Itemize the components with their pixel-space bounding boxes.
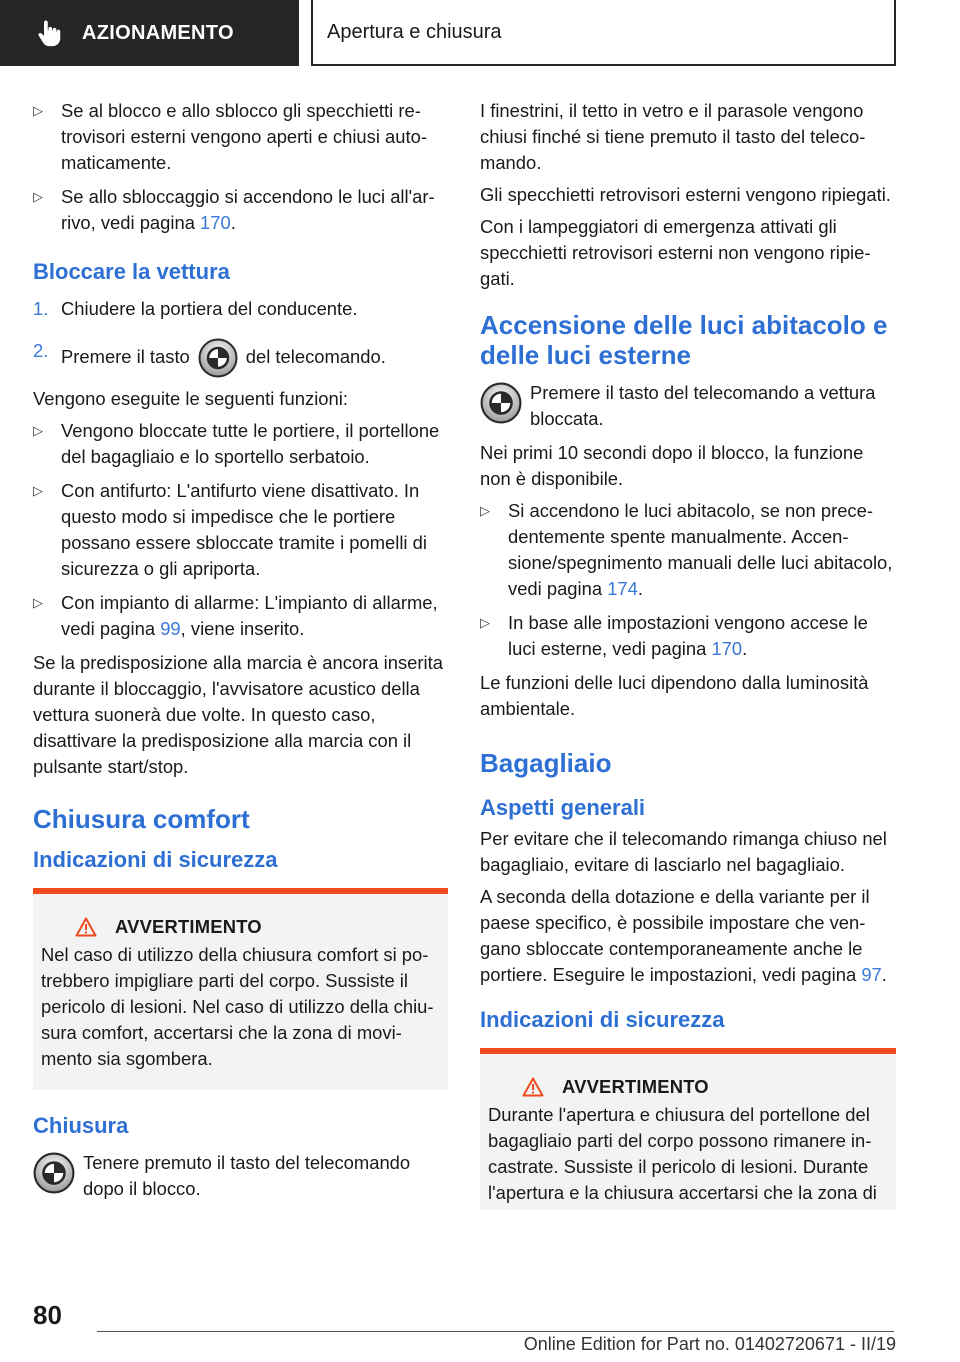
section-heading: Accensione delle luci abitacolo e delle luci esterne <box>480 310 888 370</box>
section-heading: Bagagliaio <box>480 748 612 778</box>
section-tab <box>0 0 299 66</box>
step-list <box>33 296 448 378</box>
subsection-heading: Indicazioni di sicurezza <box>480 1007 725 1032</box>
list-item: ▷ Con antifurto: L'antifurto viene disattivato. In questo modo si impedisce che le portiere possano essere sbloccate tramite i pomelli di sicurezza o gli apriporta. <box>33 480 427 579</box>
remote-key-button-icon <box>198 338 238 378</box>
subsection-heading: Aspetti generali <box>480 795 646 820</box>
bullet-list <box>33 418 448 642</box>
list-item: ▷ Se al blocco e allo sblocco gli specchietti retrovisori esterni vengono aperti e chiusi automaticamente. <box>33 100 427 173</box>
warning-triangle-icon <box>522 1077 544 1097</box>
section-heading: Bloccare la vettura <box>33 259 230 284</box>
bullet-list <box>33 98 448 236</box>
chapter-tab <box>311 0 896 66</box>
warning-text: Nel caso di utilizzo della chiusura comfort si potrebbero impigliare parti del corpo. Sussiste il pericolo di lesioni. Nel caso di utilizzo della chiusura comfort, accertarsi che la zona di movimento sia sgombera. <box>41 944 434 1069</box>
body-text: Tenere premuto il tasto del telecomando dopo il blocco. <box>83 1152 411 1199</box>
section-heading: Chiusura comfort <box>33 804 250 834</box>
body-text: Gli specchietti retrovisori esterni vengono ripiegati. <box>480 184 891 205</box>
body-text: Con i lampeggiatori di emergenza attivati gli specchietti retrovisori esterni non vengono ripiegati. <box>480 216 871 289</box>
warning-text: Durante l'apertura e chiusura del portellone del bagagliaio parti del corpo possono rimanere incastrate. Sussiste il pericolo di lesioni. Durante l'apertura e la chiusura accertarsi che la zona di <box>488 1104 877 1203</box>
list-item: 1. Chiudere la portiera del conducente. <box>33 296 448 322</box>
triangle-bullet-icon: ▷ <box>480 503 490 518</box>
list-item: ▷ In base alle impostazioni vengono accese le luci esterne, vedi pagina 170. <box>480 612 868 659</box>
subsection-heading: Chiusura <box>33 1113 129 1138</box>
key-instruction <box>480 380 896 432</box>
triangle-bullet-icon: ▷ <box>480 615 490 630</box>
key-instruction <box>33 1150 448 1202</box>
left-column <box>33 98 448 1210</box>
section-title: AZIONAMENTO <box>82 21 234 44</box>
body-text: Se la predisposizione alla marcia è ancora inserita durante il bloccaggio, l'avvisatore acustico della vettura suonerà due volte. In questo caso, disattivare la predisposizione alla marcia con il pulsante start/stop. <box>33 652 443 777</box>
remote-key-button-icon <box>480 382 522 424</box>
list-item: ▷ Con impianto di allarme: L'impianto di allarme, vedi pagina 99, viene inserito. <box>33 592 438 639</box>
warning-title-row <box>75 916 440 938</box>
list-item: 2. Premere il tasto del telecomando. <box>33 338 448 378</box>
list-item: ▷ Se allo sbloccaggio si accendono le luci all'arrivo, vedi pagina 170. <box>33 186 435 233</box>
triangle-bullet-icon: ▷ <box>33 103 43 118</box>
step-number: 2. <box>33 340 49 361</box>
right-column <box>480 98 896 1232</box>
warning-triangle-icon <box>75 917 97 937</box>
page-link[interactable]: 170 <box>200 212 231 233</box>
body-text: A seconda della dotazione e della variante per il paese specifico, è possibile impostare che vengano sbloccate contemporaneamente anche le portiere. Eseguire le impostazioni, vedi pagina 97. <box>480 886 887 985</box>
body-text: I finestrini, il tetto in vetro e il parasole vengono chiusi finché si tiene premuto il tasto del telecomando. <box>480 100 866 173</box>
body-text: Le funzioni delle luci dipendono dalla luminosità ambientale. <box>480 672 869 719</box>
warning-title-row <box>522 1076 888 1098</box>
triangle-bullet-icon: ▷ <box>33 483 43 498</box>
warning-title: AVVERTIMENTO <box>562 1076 709 1097</box>
page-number: 80 <box>33 1300 62 1330</box>
subsection-heading: Indicazioni di sicurezza <box>33 847 278 872</box>
body-text: Nei primi 10 secondi dopo il blocco, la funzione non è disponibile. <box>480 442 864 489</box>
bullet-list <box>480 498 896 662</box>
chapter-title: Apertura e chiusura <box>327 20 502 43</box>
remote-key-button-icon <box>33 1152 75 1194</box>
footer-edition: Online Edition for Part no. 01402720671 - II/19 <box>523 1334 896 1354</box>
warning-box <box>480 1048 896 1210</box>
body-text: Vengono eseguite le seguenti funzioni: <box>33 388 348 409</box>
list-item: ▷ Si accendono le luci abitacolo, se non precedentemente spente manualmente. Accensione/spegnimento manuali delle luci abitacolo, vedi pagina 174. <box>480 500 893 599</box>
warning-box <box>33 888 448 1090</box>
triangle-bullet-icon: ▷ <box>33 595 43 610</box>
warning-title: AVVERTIMENTO <box>115 916 262 937</box>
page-link[interactable]: 99 <box>160 618 181 639</box>
hand-pointer-icon <box>34 18 64 48</box>
triangle-bullet-icon: ▷ <box>33 189 43 204</box>
page-link[interactable]: 174 <box>607 578 638 599</box>
body-text: Per evitare che il telecomando rimanga chiuso nel bagagliaio, evitare di lasciarlo nel bagagliaio. <box>480 828 887 875</box>
page-link[interactable]: 170 <box>711 638 743 659</box>
body-text: Premere il tasto del telecomando a vettura bloccata. <box>530 382 876 429</box>
footer-divider <box>97 1331 894 1332</box>
step-number: 1. <box>33 298 49 319</box>
page-link[interactable]: 97 <box>861 964 882 985</box>
list-item: ▷ Vengono bloccate tutte le portiere, il portellone del bagagliaio e lo sportello serbatoio. <box>33 420 440 467</box>
triangle-bullet-icon: ▷ <box>33 423 43 438</box>
